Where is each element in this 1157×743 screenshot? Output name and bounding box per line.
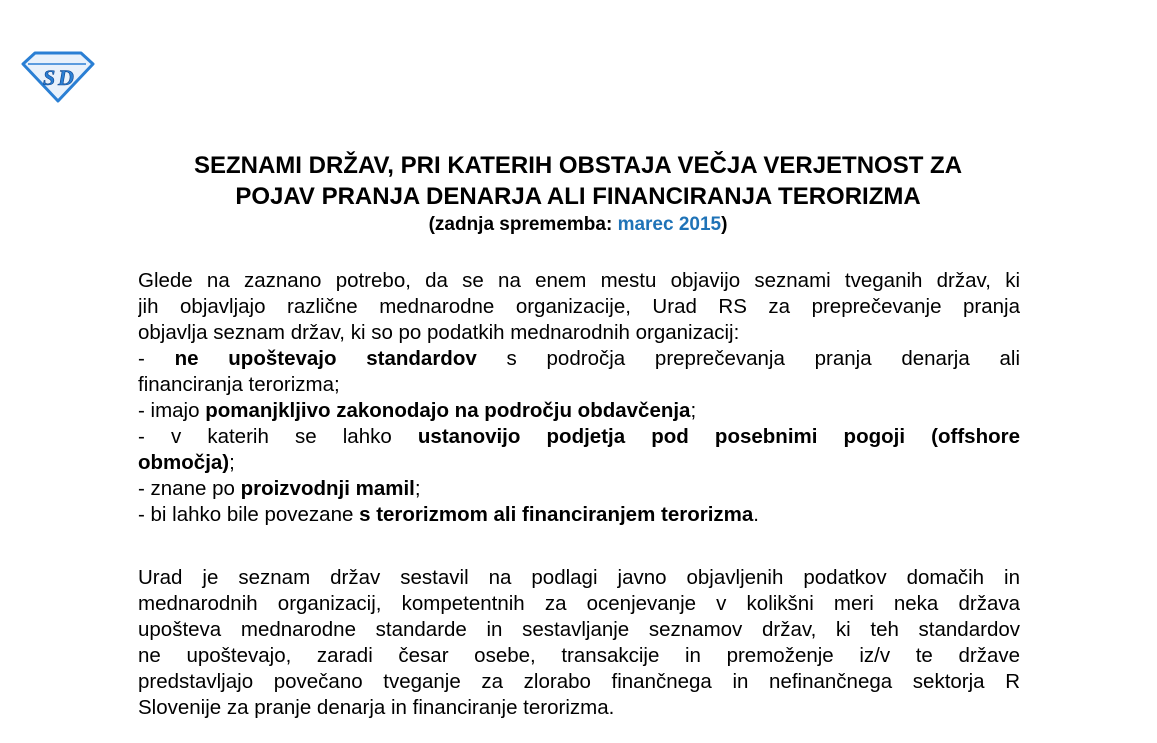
svg-text:S: S — [43, 65, 56, 90]
list-item: - imajo pomanjkljivo zakonodajo na področju obdavčenja; — [138, 399, 697, 422]
intro-line: objavlja seznam držav, ki so po podatkih mednarodnih organizacij: — [138, 321, 740, 344]
paragraph-line: upošteva mednarodne standarde in sestavljanje seznamov držav, ki teh standardov — [138, 618, 1020, 641]
svg-text:D: D — [58, 65, 74, 90]
list-item-cont: financiranja terorizma; — [138, 373, 340, 396]
paragraph-line: Slovenije za pranje denarja in financiranje terorizma. — [138, 696, 615, 719]
paragraph-line: Urad je seznam držav sestavil na podlagi javno objavljenih podatkov domačih in — [138, 566, 1020, 589]
paragraph-line: ne upoštevajo, zaradi česar osebe, transakcije in premoženje iz/v te države — [138, 644, 1020, 667]
last-change-date: marec 2015 — [617, 214, 722, 235]
sd-logo-icon — [20, 50, 96, 104]
list-item: - znane po proizvodnji mamil; — [138, 477, 421, 500]
intro-paragraph — [138, 268, 1020, 528]
paragraph-line: mednarodnih organizacij, kompetentnih za ocenjevanje v kolikšni meri neka država — [138, 592, 1020, 615]
document-title-line-1: SEZNAMI DRŽAV, PRI KATERIH OBSTAJA VEČJA VERJETNOST ZA — [193, 152, 963, 179]
intro-line: Glede na zaznano potrebo, da se na enem mestu objavijo seznami tveganih držav, ki — [138, 269, 1020, 292]
sources-paragraph — [138, 565, 1020, 721]
last-change-note: (zadnja sprememba: marec 2015) — [428, 214, 728, 235]
list-item-cont: območja); — [138, 451, 235, 474]
intro-line: jih objavljajo različne mednarodne organizacije, Urad RS za preprečevanje pranja — [138, 295, 1020, 318]
document-title-line-2: POJAV PRANJA DENARJA ALI FINANCIRANJA TERORIZMA — [235, 183, 921, 210]
list-item: - v katerih se lahko ustanovijo podjetja pod posebnimi pogoji (offshore — [138, 425, 1020, 448]
list-item: - bi lahko bile povezane s terorizmom ali financiranjem terorizma. — [138, 503, 759, 526]
list-item: - ne upoštevajo standardov s področja preprečevanja pranja denarja ali — [138, 347, 1020, 370]
paragraph-line: predstavljajo povečano tveganje za zlorabo finančnega in nefinančnega sektorja R — [138, 670, 1020, 693]
